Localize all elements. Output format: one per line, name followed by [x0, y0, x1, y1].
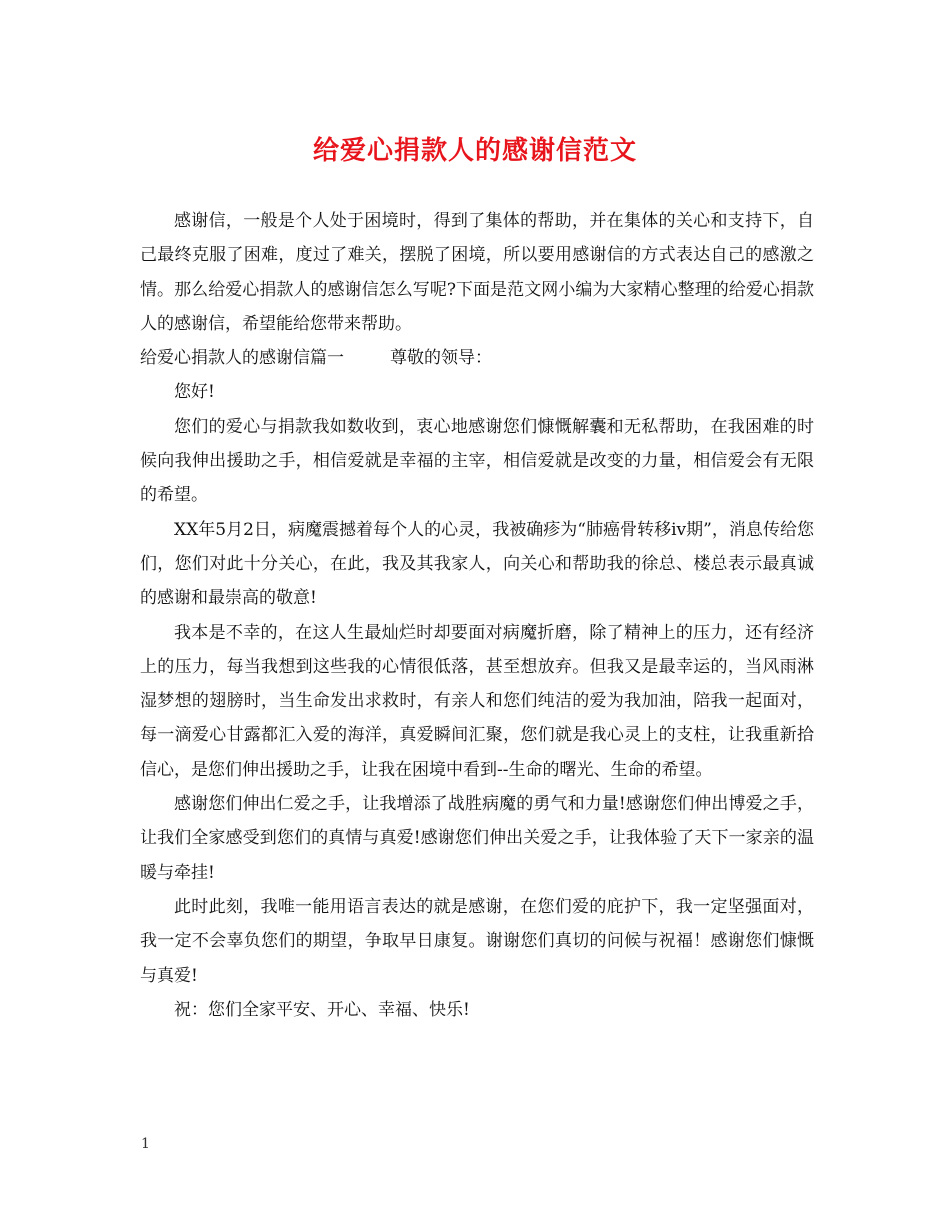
greeting: 您好! [174, 382, 215, 403]
section-heading-line [140, 341, 814, 375]
body-paragraph: 我本是不幸的，在这人生最灿烂时却要面对病魔折磨，除了精神上的压力，还有经济上的压力，每当我想到这些我的心情很低落，甚至想放弃。但我又是最幸运的，当风雨淋湿梦想的翅膀时，当生命发出求救时，有亲人和您们纯洁的爱为我加油，陪我一起面对，每一滴爱心甘露都汇入爱的海洋，真爱瞬间汇聚，您们就是我心灵上的支柱，让我重新拾信心，是您们伸出援助之手，让我在困境中看到--生命的曙光、生命的希望。 [140, 622, 814, 780]
body-paragraph: 感谢您们伸出仁爱之手，让我增添了战胜病魔的勇气和力量!感谢您们伸出博爱之手，让我们全家感受到您们的真情与真爱!感谢您们伸出关爱之手，让我体验了天下一家亲的温暖与牵挂! [140, 794, 814, 883]
document-title: 给爱心捐款人的感谢信范文 [312, 136, 637, 166]
salutation: 尊敬的领导： [390, 348, 492, 369]
body-paragraph: XX年5月2日，病魔震撼着每个人的心灵，我被确疹为“肺癌骨转移iv期”，消息传给您们，您们对此十分关心，在此，我及其我家人，向关心和帮助我的徐总、楼总表示最真诚的感谢和最崇高的敬意! [140, 519, 814, 609]
letter-body [140, 204, 814, 1027]
section-heading: 给爱心捐款人的感谢信篇一 [140, 348, 344, 369]
body-paragraph: 此时此刻，我唯一能用语言表达的就是感谢，在您们爱的庇护下，我一定坚强面对，我一定不会辜负您们的期望，争取早日康复。谢谢您们真切的问候与祝福！感谢您们慷慨与真爱! [140, 896, 814, 986]
page-number: 1 [141, 1136, 150, 1152]
body-paragraph: 您们的爱心与捐款我如数收到，衷心地感谢您们慷慨解囊和无私帮助，在我困难的时候向我伸出援助之手，相信爱就是幸福的主宰，相信爱就是改变的力量，相信爱会有无限的希望。 [140, 416, 814, 506]
closing-blessing: 祝：您们全家平安、开心、幸福、快乐! [174, 999, 470, 1020]
intro-paragraph: 感谢信，一般是个人处于困境时，得到了集体的帮助，并在集体的关心和支持下，自己最终克服了困难，度过了难关，摆脱了困境，所以要用感谢信的方式表达自己的感激之情。那么给爱心捐款人的感谢信怎么写呢?下面是范文网小编为大家精心整理的给爱心捐款人的感谢信，希望能给您带来帮助。 [140, 211, 814, 334]
